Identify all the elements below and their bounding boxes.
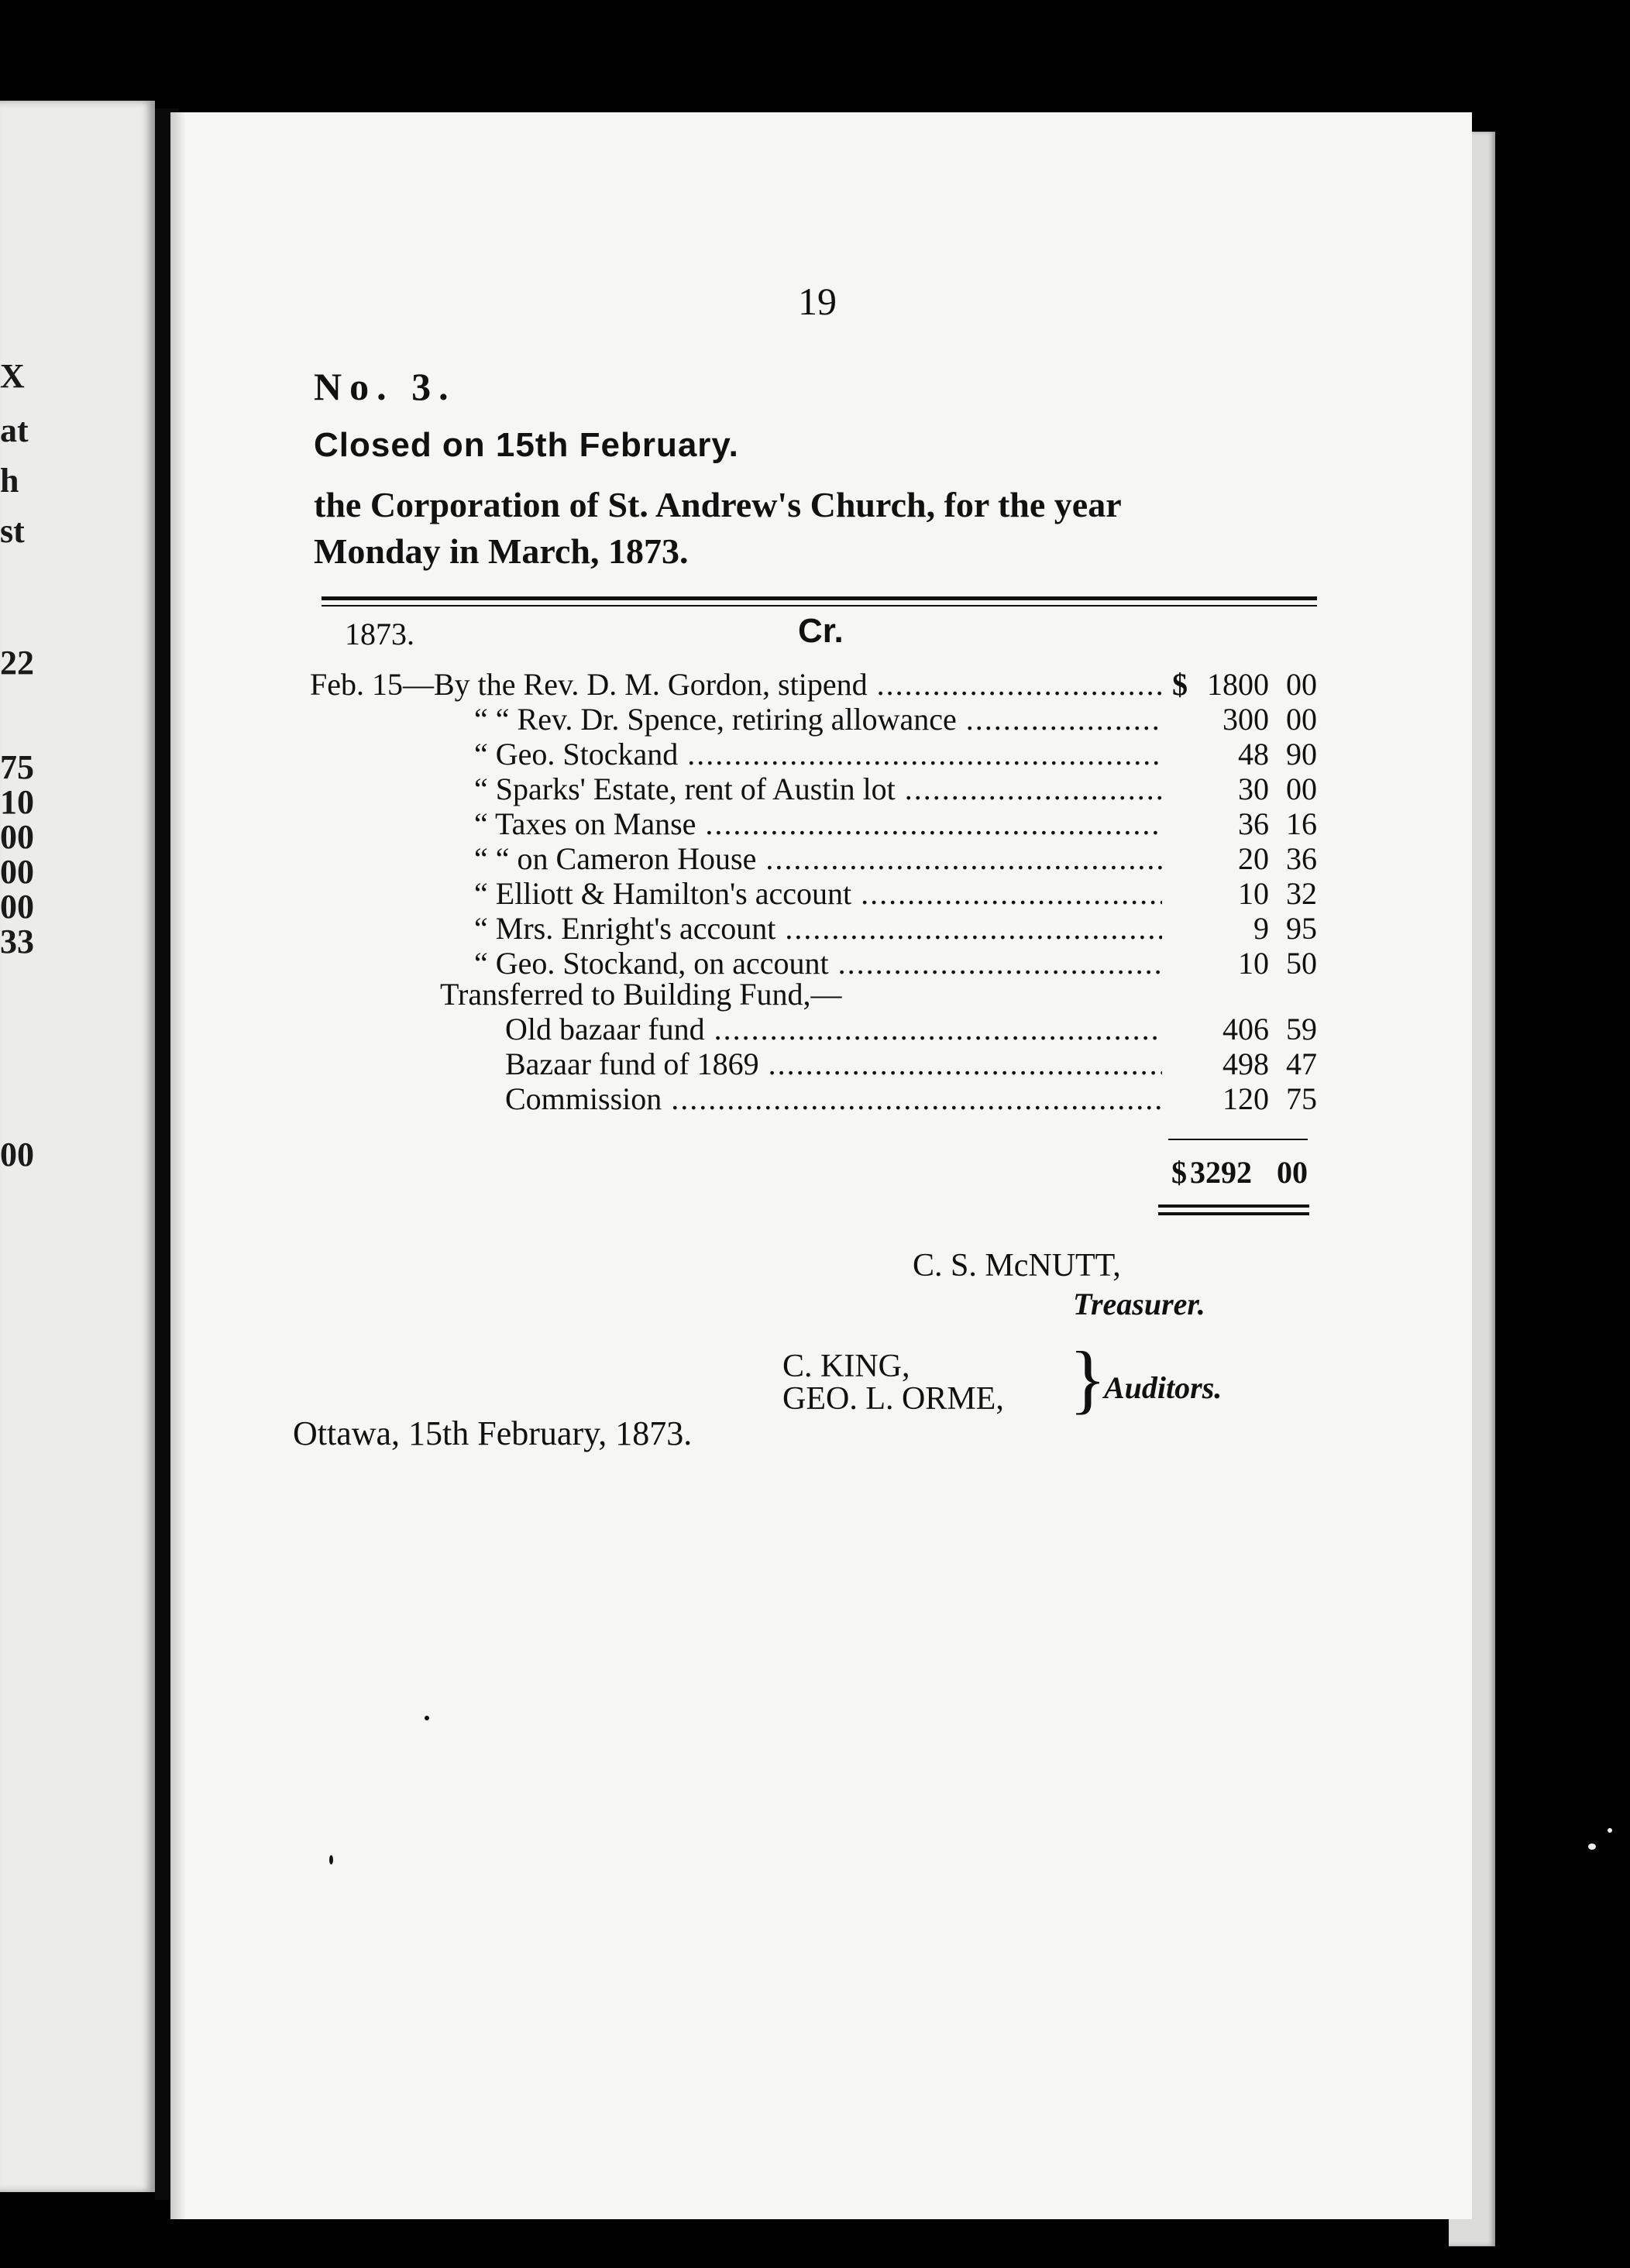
amount-dollars: 20 [1238,841,1269,876]
amount-dollars: 120 [1222,1081,1269,1116]
total-cents: 00 [1277,1155,1308,1190]
edge-char: 22 [0,644,34,682]
entry-description: “ Geo. Stockand, on account ..... [474,945,1162,981]
auditors-title: Auditors. [1104,1370,1222,1405]
amount-cents: 90 [1286,737,1317,771]
entry-description: “ Elliott & Hamilton's account ..... [474,875,1162,911]
amount-cents: 50 [1286,946,1317,981]
ledger-row [0,806,1630,841]
amount-cents: 16 [1286,806,1317,841]
ledger-row [0,1046,1630,1081]
ledger-row [0,1011,1630,1046]
edge-char: 00 [0,888,34,926]
facing-page-edge [0,101,155,2192]
ledger-row [0,666,1630,702]
auditor-name: C. KING, [782,1349,910,1384]
edge-char: 00 [0,1136,34,1174]
ledger-row [0,910,1630,946]
ledger-year: 1873. [345,617,414,651]
amount-dollars: 10 [1238,876,1269,911]
dollar-sign: $ [1172,667,1188,702]
edge-char: 00 [0,818,34,856]
ledger-row [0,771,1630,806]
closed-heading: Closed on 15th February. [314,426,739,464]
total-double-rule [1158,1204,1309,1208]
document-number: No. 3. [314,365,456,408]
amount-cents: 59 [1286,1012,1317,1046]
entry-description: “ “ on Cameron House ..... [474,840,1162,876]
edge-char: h [0,462,19,500]
entry-description: “ Mrs. Enright's account ..... [474,910,1162,946]
heading-line-2: Monday in March, 1873. [314,531,689,571]
ledger-row [0,701,1630,737]
ledger-row [0,1081,1630,1116]
place-and-date: Ottawa, 15th February, 1873. [293,1414,693,1452]
edge-char: 75 [0,748,34,786]
amount-cents: 36 [1286,841,1317,876]
entry-description: “ Taxes on Manse ..... [474,806,1162,841]
amount-cents: 75 [1286,1081,1317,1116]
ink-speck [425,1716,429,1720]
amount-dollars: 48 [1238,737,1269,771]
amount-dollars: 300 [1222,702,1269,737]
treasurer-title: Treasurer. [1073,1287,1205,1321]
entry-description: “ Geo. Stockand ..... [474,736,1162,771]
credit-heading: Cr. [798,612,844,650]
amount-dollars: 1800 [1207,667,1269,702]
edge-char: X [0,357,25,395]
double-rule [322,596,1317,600]
dust-speck [1608,1828,1612,1833]
amount-dollars: 9 [1253,911,1269,946]
treasurer-name: C. S. McNUTT, [913,1248,1121,1283]
page-number: 19 [798,280,837,323]
entry-description: Feb. 15—By the Rev. D. M. Gordon, stipend ..... [310,666,1162,702]
heading-line-1: the Corporation of St. Andrew's Church, for the year [314,485,1122,524]
ledger-row [0,875,1630,911]
edge-char: 33 [0,923,34,960]
amount-cents: 00 [1286,667,1317,702]
amount-dollars: 36 [1238,806,1269,841]
entry-description: “ “ Rev. Dr. Spence, retiring allowance ..... [474,701,1162,737]
entry-description: Commission ..... [505,1081,1162,1116]
ledger-subheading-row [0,976,1630,1012]
entry-description: Transferred to Building Fund,— [440,977,842,1012]
ink-speck [329,1855,333,1864]
dust-speck [1588,1844,1596,1850]
edge-char: 10 [0,783,34,821]
entry-description: “ Sparks' Estate, rent of Austin lot ..... [474,771,1162,806]
amount-dollars: 498 [1222,1046,1269,1081]
edge-char: at [0,411,29,449]
amount-cents: 95 [1286,911,1317,946]
ledger-row [0,840,1630,876]
edge-char: 00 [0,853,34,891]
amount-dollars: 406 [1222,1012,1269,1046]
total-dollars: 3292 [1190,1155,1252,1190]
total-double-rule [1158,1212,1309,1215]
total-dollar-sign: $ [1171,1155,1187,1190]
sum-rule [1168,1139,1308,1140]
amount-dollars: 10 [1238,946,1269,981]
amount-dollars: 30 [1238,771,1269,806]
entry-description: Old bazaar fund ..... [505,1011,1162,1046]
amount-cents: 00 [1286,702,1317,737]
ledger-row [0,736,1630,771]
entry-description: Bazaar fund of 1869 ..... [505,1046,1162,1081]
auditor-name: GEO. L. ORME, [782,1381,1004,1417]
double-rule [322,605,1317,607]
amount-cents: 32 [1286,876,1317,911]
amount-cents: 47 [1286,1046,1317,1081]
auditors-brace: } [1069,1335,1106,1421]
page-shadow [170,112,186,2219]
edge-char: st [0,512,25,550]
amount-cents: 00 [1286,771,1317,806]
